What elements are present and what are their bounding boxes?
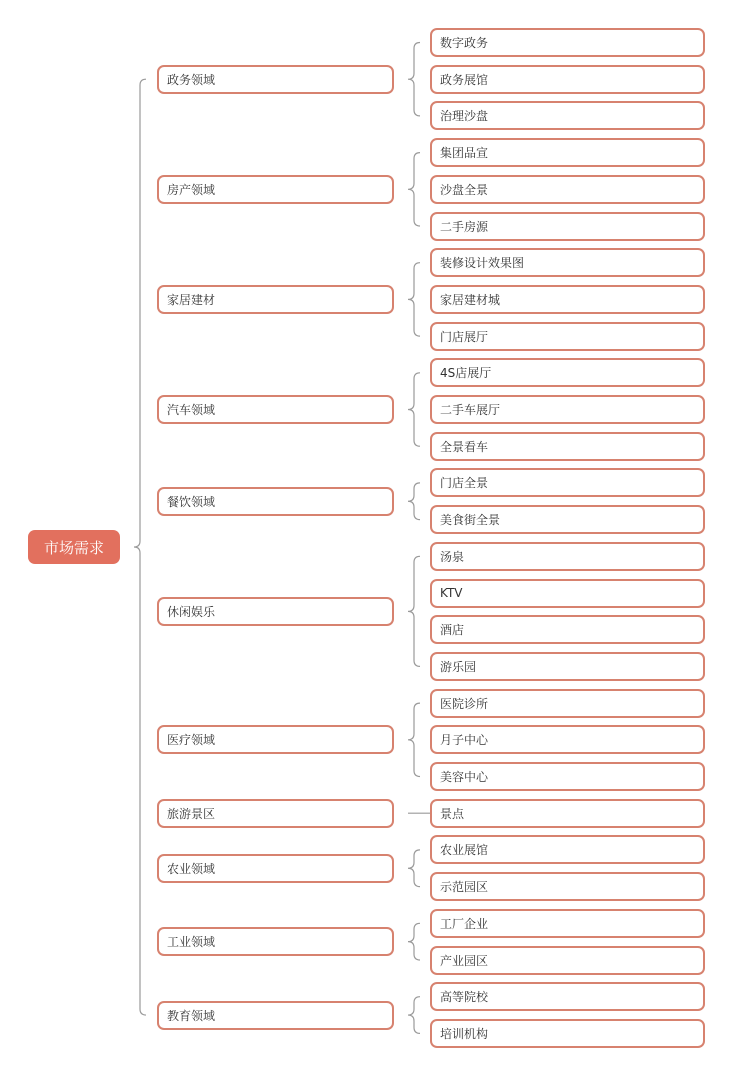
leaf-node[interactable]: 美容中心: [430, 762, 705, 791]
leaf-node[interactable]: 全景看车: [430, 432, 705, 461]
category-node[interactable]: 休闲娱乐: [157, 597, 394, 626]
leaf-node[interactable]: 示范园区: [430, 872, 705, 901]
category-node[interactable]: 家居建材: [157, 285, 394, 314]
leaf-node[interactable]: 工厂企业: [430, 909, 705, 938]
leaf-node[interactable]: 4S店展厅: [430, 358, 705, 387]
category-node[interactable]: 政务领域: [157, 65, 394, 94]
leaf-node[interactable]: 汤泉: [430, 542, 705, 571]
leaf-node[interactable]: 培训机构: [430, 1019, 705, 1048]
leaf-bracket: [408, 923, 420, 960]
root-node[interactable]: 市场需求: [28, 530, 120, 564]
leaf-bracket: [408, 556, 420, 666]
category-node[interactable]: 教育领域: [157, 1001, 394, 1030]
leaf-node[interactable]: 高等院校: [430, 982, 705, 1011]
category-node[interactable]: 农业领域: [157, 854, 394, 883]
leaf-node[interactable]: 二手车展厅: [430, 395, 705, 424]
leaf-node[interactable]: 政务展馆: [430, 65, 705, 94]
leaf-node[interactable]: 游乐园: [430, 652, 705, 681]
leaf-bracket: [408, 373, 420, 446]
leaf-bracket: [408, 263, 420, 336]
leaf-node[interactable]: 数字政务: [430, 28, 705, 57]
leaf-node[interactable]: 美食街全景: [430, 505, 705, 534]
category-node[interactable]: 房产领域: [157, 175, 394, 204]
leaf-bracket: [408, 850, 420, 887]
leaf-node[interactable]: 酒店: [430, 615, 705, 644]
leaf-node[interactable]: 农业展馆: [430, 835, 705, 864]
category-node[interactable]: 餐饮领域: [157, 487, 394, 516]
leaf-node[interactable]: 治理沙盘: [430, 101, 705, 130]
leaf-node[interactable]: 门店全景: [430, 468, 705, 497]
leaf-bracket: [408, 483, 420, 520]
leaf-bracket: [408, 997, 420, 1034]
root-bracket: [134, 79, 146, 1015]
leaf-node[interactable]: 景点: [430, 799, 705, 828]
category-node[interactable]: 旅游景区: [157, 799, 394, 828]
leaf-node[interactable]: 沙盘全景: [430, 175, 705, 204]
leaf-node[interactable]: KTV: [430, 579, 705, 608]
leaf-bracket: [408, 703, 420, 776]
leaf-node[interactable]: 产业园区: [430, 946, 705, 975]
leaf-node[interactable]: 医院诊所: [430, 689, 705, 718]
leaf-node[interactable]: 门店展厅: [430, 322, 705, 351]
category-node[interactable]: 医疗领域: [157, 725, 394, 754]
category-node[interactable]: 工业领域: [157, 927, 394, 956]
leaf-node[interactable]: 月子中心: [430, 725, 705, 754]
leaf-node[interactable]: 集团品宣: [430, 138, 705, 167]
leaf-node[interactable]: 家居建材城: [430, 285, 705, 314]
leaf-node[interactable]: 二手房源: [430, 212, 705, 241]
leaf-node[interactable]: 装修设计效果图: [430, 248, 705, 277]
leaf-bracket: [408, 153, 420, 226]
category-node[interactable]: 汽车领域: [157, 395, 394, 424]
leaf-bracket: [408, 43, 420, 116]
